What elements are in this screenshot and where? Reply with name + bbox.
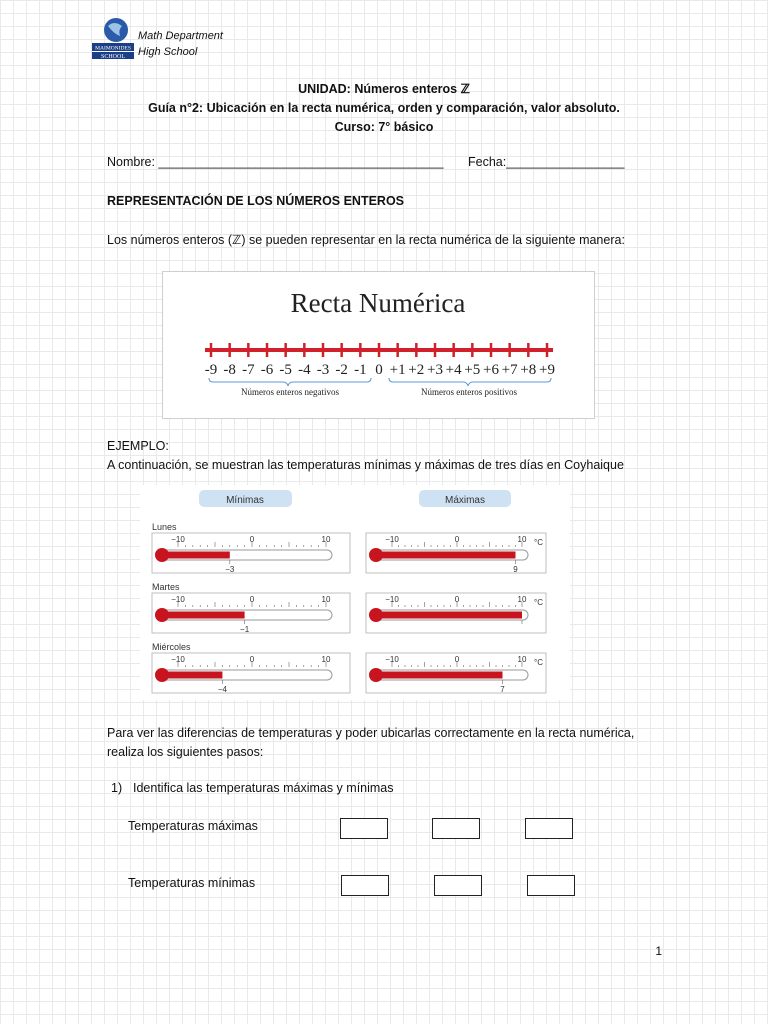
max-value-label: 7 [500,685,505,694]
max-answer-box-3[interactable] [525,818,573,839]
example-heading: EJEMPLO: [107,439,169,453]
scale-label: −10 [171,595,185,604]
scale-label: 0 [249,655,255,664]
max-temperature-fill [376,672,503,679]
thermometer-bulb [369,668,383,682]
date-field[interactable]: Fecha:_________________ [468,155,625,169]
min-temperature-fill [162,552,230,559]
scale-label: −10 [385,595,399,604]
scale-label: 0 [454,655,460,664]
number-line-label: -4 [298,362,311,378]
department-name: Math Department [138,30,223,42]
number-line-label: +8 [520,362,537,378]
unit-title: UNIDAD: Números enteros ℤ [298,82,470,96]
number-line-label: +2 [408,362,425,378]
section-heading: REPRESENTACIÓN DE LOS NÚMEROS ENTEROS [107,194,405,208]
scale-label: −10 [171,655,185,664]
thermometer-bulb [369,548,383,562]
number-line-title: Recta Numérica [290,288,466,318]
step1-number: 1) [111,781,123,795]
school-logo [92,16,134,60]
scale-label: 0 [454,595,460,604]
number-line-label: +7 [501,362,518,378]
number-line-svg [163,272,594,418]
school-name: High School [138,46,198,58]
number-line-label: -7 [242,362,255,378]
max-temperature-fill [376,612,522,619]
number-line-ticks [205,343,553,357]
min-value-label: −1 [240,625,250,634]
instructions-paragraph: Para ver las diferencias de temperaturas y poder ubicarlas correctamente en la recta numérica, realiza los siguientes pasos: [107,726,635,759]
min-value-label: −4 [217,685,227,694]
number-line-label: -2 [335,362,348,378]
scale-label: 10 [517,595,527,604]
thermometer-svg [140,485,570,700]
scale-label: 0 [249,535,255,544]
number-line-label: +1 [389,362,406,378]
number-line-figure [162,271,595,419]
scale-label: −10 [385,655,399,664]
scale-label: −10 [171,535,185,544]
course-title: Curso: 7° básico [334,120,434,134]
max-row-label: Temperaturas máximas [128,819,258,833]
thermometer-bulb [369,608,383,622]
scale-label: −10 [385,535,399,544]
scale-label: 10 [321,535,331,544]
thermometer-figure [140,485,570,700]
scale-label: 10 [517,535,527,544]
number-line-label: +4 [445,362,462,378]
intro-paragraph: Los números enteros (ℤ) se pueden representar en la recta numérica de la siguiente manera: [107,233,625,247]
thermometer-bulb [155,668,169,682]
number-line-label: -8 [223,362,236,378]
thermometer-bulb [155,548,169,562]
example-text: A continuación, se muestran las temperaturas mínimas y máximas de tres días en Coyhaique [107,458,624,472]
min-answer-box-3[interactable] [527,875,575,896]
name-field[interactable]: Nombre: _________________________________________ [107,155,444,169]
unit-label: °C [534,538,543,547]
max-header: Máximas [444,495,486,506]
number-line-label: -9 [204,362,218,378]
svg-text:MAIMONIDES: MAIMONIDES [95,45,131,52]
min-row-label: Temperaturas mínimas [128,876,256,890]
min-temperature-fill [162,672,222,679]
scale-label: 10 [321,655,331,664]
day-label: Martes [152,582,180,592]
number-line-label: +5 [464,362,481,378]
scale-label: 0 [249,595,255,604]
max-temperature-fill [376,552,516,559]
positive-bracket [389,378,551,386]
negative-bracket [209,378,371,386]
number-line-label: +9 [539,362,555,378]
scale-label: 10 [517,655,527,664]
svg-text:SCHOOL: SCHOOL [100,54,126,60]
number-line-label: -1 [354,362,367,378]
min-value-label: −3 [225,565,235,574]
number-line-label: -5 [279,362,292,378]
number-line-label: 0 [375,362,383,378]
title-block [0,80,768,137]
number-line-label: +6 [483,362,499,378]
min-answer-box-1[interactable] [341,875,389,896]
max-answer-box-2[interactable] [432,818,480,839]
header-text [138,28,223,60]
unit-label: °C [534,658,543,667]
number-line-label: -6 [260,362,274,378]
min-header: Mínimas [226,495,264,506]
thermometer-bulb [155,608,169,622]
step1-text: Identifica las temperaturas máximas y mínimas [133,781,394,795]
max-answer-box-1[interactable] [340,818,388,839]
number-line-label: -3 [316,362,330,378]
max-value-label: 9 [513,565,518,574]
page-number: 1 [655,944,662,958]
thermometer-rows [152,522,546,694]
min-answer-box-2[interactable] [434,875,482,896]
day-label: Lunes [152,522,177,532]
scale-label: 10 [321,595,331,604]
day-label: Miércoles [152,642,191,652]
unit-label: °C [534,598,543,607]
guide-title: Guía n°2: Ubicación en la recta numérica, orden y comparación, valor absoluto. [148,101,620,115]
scale-label: 0 [454,535,460,544]
number-line-label: +3 [427,362,443,378]
number-line-labels [205,362,555,378]
negative-caption: Números enteros negativos [241,387,339,397]
positive-caption: Números enteros positivos [421,387,517,397]
min-temperature-fill [162,612,245,619]
